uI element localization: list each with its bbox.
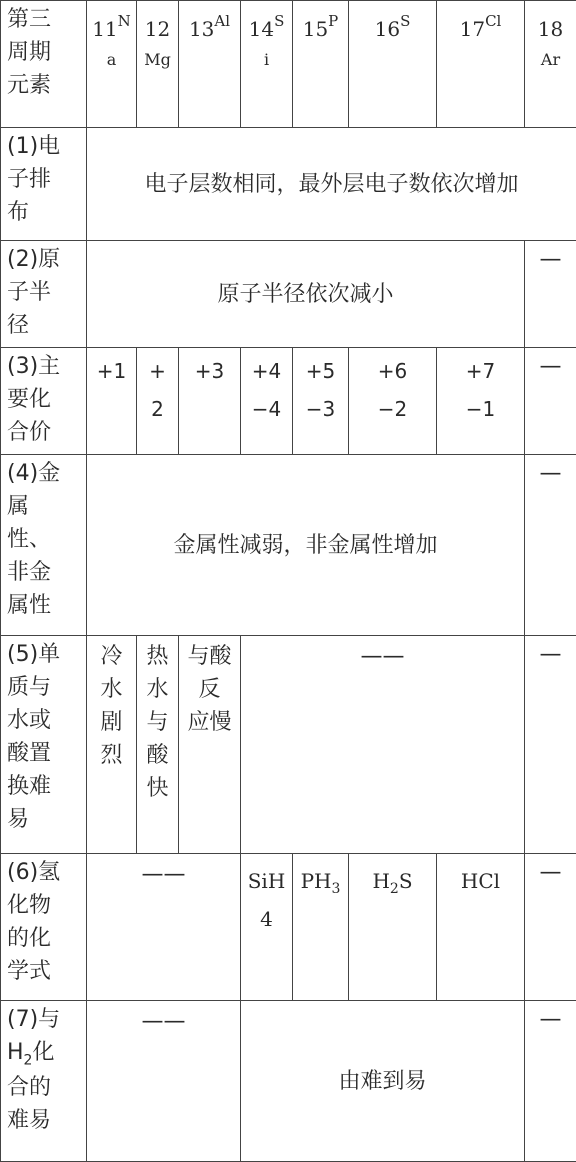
row-label: (6)氢 化物 的化 学式 [1, 854, 87, 1001]
reactivity-na: 冷 水 剧 烈 [87, 636, 137, 854]
row-label: (2)原 子半 径 [1, 241, 87, 348]
ar-dash: — [525, 1001, 576, 1162]
atomic-radius-text: 原子半径依次减小 [87, 241, 525, 348]
row-atomic-radius [1, 241, 576, 348]
valence-si: +4 −4 [241, 348, 293, 455]
valence-mg: + 2 [137, 348, 179, 455]
reactivity-mg: 热 水 与 酸 快 [137, 636, 179, 854]
metallic-text: 金属性减弱，非金属性增加 [87, 455, 525, 636]
hydride-p: $PH_3$ [293, 854, 349, 1001]
row-label: (5)单 质与 水或 酸置 换难 易 [1, 636, 87, 854]
element-si: $14^S$ i [241, 1, 293, 128]
h2-text: 由难到易 [241, 1001, 525, 1162]
element-cl: $17^{Cl}$ [437, 1, 525, 128]
ar-dash: — [525, 455, 576, 636]
row-label: (1)电 子排 布 [1, 128, 87, 241]
row-reactivity [1, 636, 576, 854]
row-label: (4)金 属 性、 非金 属性 [1, 455, 87, 636]
row-label: (3)主 要化 合价 [1, 348, 87, 455]
element-mg: 12 Mg [137, 1, 179, 128]
valence-na: +1 [87, 348, 137, 455]
ar-dash: — [525, 348, 576, 455]
hydride-cl: HCl [437, 854, 525, 1001]
element-na: $11^N$ a [87, 1, 137, 128]
element-ar: 18 Ar [525, 1, 576, 128]
reactivity-al: 与酸 反 应慢 [179, 636, 241, 854]
corner-cell: 第三 周期 元素 [1, 1, 87, 128]
hydride-left: —— [87, 854, 241, 1001]
header-row [1, 1, 576, 128]
ar-dash: — [525, 854, 576, 1001]
row-electron-config [1, 128, 576, 241]
valence-cl: +7 −1 [437, 348, 525, 455]
valence-p: +5 −3 [293, 348, 349, 455]
row-h2-combination [1, 1001, 576, 1162]
hydride-si: SiH 4 [241, 854, 293, 1001]
row-valence [1, 348, 576, 455]
element-s: $16^S$ [349, 1, 437, 128]
reactivity-rest: —— [241, 636, 525, 854]
row-hydride [1, 854, 576, 1001]
element-p: $15^P$ [293, 1, 349, 128]
ar-dash: — [525, 636, 576, 854]
ar-dash: — [525, 241, 576, 348]
element-al: $13^{Al}$ [179, 1, 241, 128]
valence-s: +6 −2 [349, 348, 437, 455]
electron-config-text: 电子层数相同，最外层电子数依次增加 [87, 128, 576, 241]
row-label: (7)与 $H_2$化 合的 难易 [1, 1001, 87, 1162]
hydride-s: $H_2S$ [349, 854, 437, 1001]
valence-al: +3 [179, 348, 241, 455]
row-metallic [1, 455, 576, 636]
h2-left: —— [87, 1001, 241, 1162]
